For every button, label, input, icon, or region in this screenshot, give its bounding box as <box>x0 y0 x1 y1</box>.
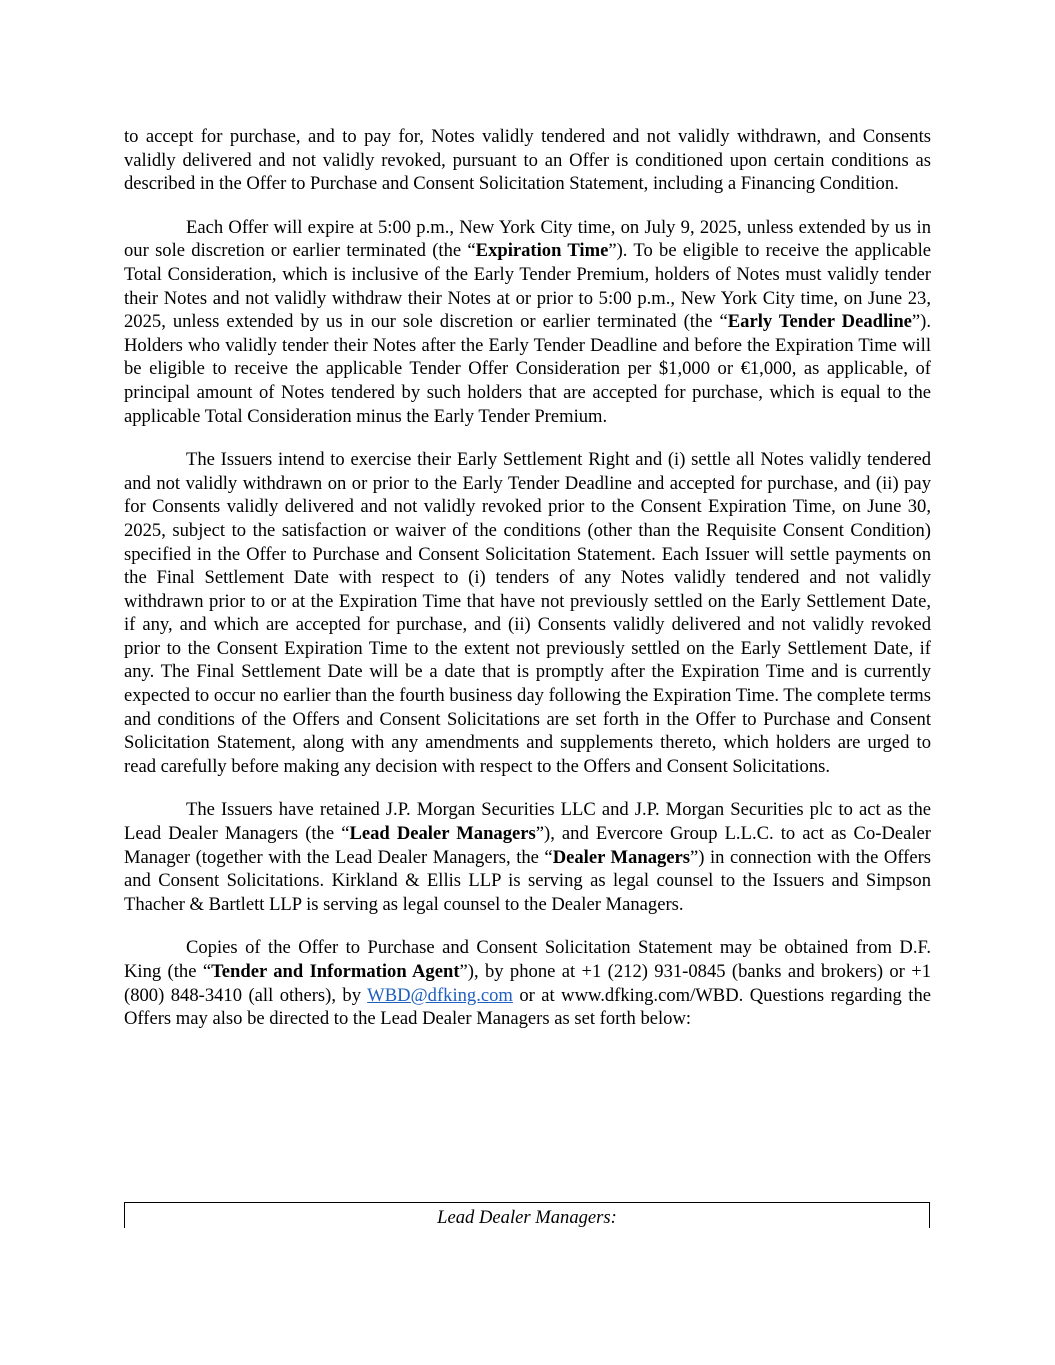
email-link[interactable]: WBD@dfking.com <box>367 984 513 1006</box>
lead-dealer-managers-table <box>124 1202 930 1228</box>
text-run: ”), by phone at +1 (212) 931-0845 (banks and brokers) or +1 (800) 848-3410 (all others), by <box>124 961 932 1006</box>
paragraph-settlement: The Issuers intend to exercise their Early Settlement Right and (i) settle all Notes validly tendered and not validly withdrawn on or prior to the Early Tender Deadline and accepted for purchase, and (ii) pay for Consents validly delivered and not validly revoked prior to the Consent Expiration Time, on June 30, 2025, subject to the satisfaction or waiver of the conditions (other than the Requisite Consent Condition) specified in the Offer to Purchase and Consent Solicitation Statement. Each Issuer will settle payments on the Final Settlement Date with respect to (i) tenders of any Notes validly tendered and not validly withdrawn prior to or at the Expiration Time that have not previously settled on the Early Settlement Date, if any, and which are accepted for purchase, and (ii) Consents validly delivered and not validly revoked prior to the Consent Expiration Time to the extent not previously settled on the Early Settlement Date, if any. The Final Settlement Date will be a date that is promptly after the Expiration Time and is currently expected to occur no earlier than the fourth business day following the Expiration Time. The complete terms and conditions of the Offers and Consent Solicitations are set forth in the Offer to Purchase and Consent Solicitation Statement, along with any amendments and supplements thereto, which holders are urged to read carefully before making any decision with respect to the Offers and Consent Solicitations. <box>124 449 931 777</box>
text-run: Each Offer will expire at 5:00 p.m., New York City time, on July 9, 2025, unless extended by us in our sole discretion or earlier terminated (the “ <box>124 216 931 262</box>
paragraph-expiration <box>124 216 931 428</box>
paragraph-gap <box>124 916 931 936</box>
paragraph-copies <box>124 936 931 1030</box>
text-run: or at www.dfking.com/WBD. Questions regarding the Offers may also be directed to the Lead Dealer Managers as set forth below: <box>124 984 931 1030</box>
term-dealer-managers: Dealer Managers <box>552 846 691 868</box>
text-run: ”) in connection with the Offers and Consent Solicitations. Kirkland & Ellis LLP is serving as legal counsel to the Issuers and Simpson Thacher & Bartlett LLP is serving as legal counsel to the Dealer Managers. <box>124 846 932 915</box>
text-run: ”). To be eligible to receive the applicable Total Consideration, which is inclusive of the Early Tender Premium, holders of Notes must validly tender their Notes and not validly withdraw their Notes at or prior to 5:00 p.m., New York City time, on June 23, 2025, unless extended by us in our sole discretion or earlier terminated (the “ <box>124 240 931 333</box>
paragraph-gap <box>124 196 931 216</box>
text-run: Copies of the Offer to Purchase and Consent Solicitation Statement may be obtained from D.F. King (the “ <box>124 937 931 982</box>
term-expiration-time: Expiration Time <box>475 240 609 262</box>
paragraph-gap <box>124 778 931 798</box>
paragraph-dealer-managers <box>124 798 931 916</box>
term-tender-information-agent: Tender and Information Agent <box>211 961 460 982</box>
paragraph-gap <box>124 428 931 448</box>
text-run: The Issuers have retained J.P. Morgan Securities LLC and J.P. Morgan Securities plc to act as the Lead Dealer Managers (the “ <box>124 799 931 845</box>
term-early-tender-deadline: Early Tender Deadline <box>727 311 912 333</box>
document-body <box>124 125 931 1031</box>
text-run: ”). Holders who validly tender their Notes after the Early Tender Deadline and before the Expiration Time will be eligible to receive the applicable Tender Offer Consideration per $1,000 or €1,000, as applicable, of principal amount of Notes tendered by such holders that are accepted for purchase, which is equal to the applicable Total Consideration minus the Early Tender Premium. <box>124 311 932 427</box>
term-lead-dealer-managers: Lead Dealer Managers <box>349 823 536 845</box>
text-run: ”), and Evercore Group L.L.C. to act as Co-Dealer Manager (together with the Lead Dealer Managers, the “ <box>124 823 931 868</box>
table-caption: Lead Dealer Managers: <box>437 1207 617 1228</box>
paragraph-financing-condition: to accept for purchase, and to pay for, Notes validly tendered and not validly withdrawn, and Consents validly delivered and not validly revoked, pursuant to an Offer is conditioned upon certain conditions as described in the Offer to Purchase and Consent Solicitation Statement, including a Financing Condition. <box>124 126 931 195</box>
